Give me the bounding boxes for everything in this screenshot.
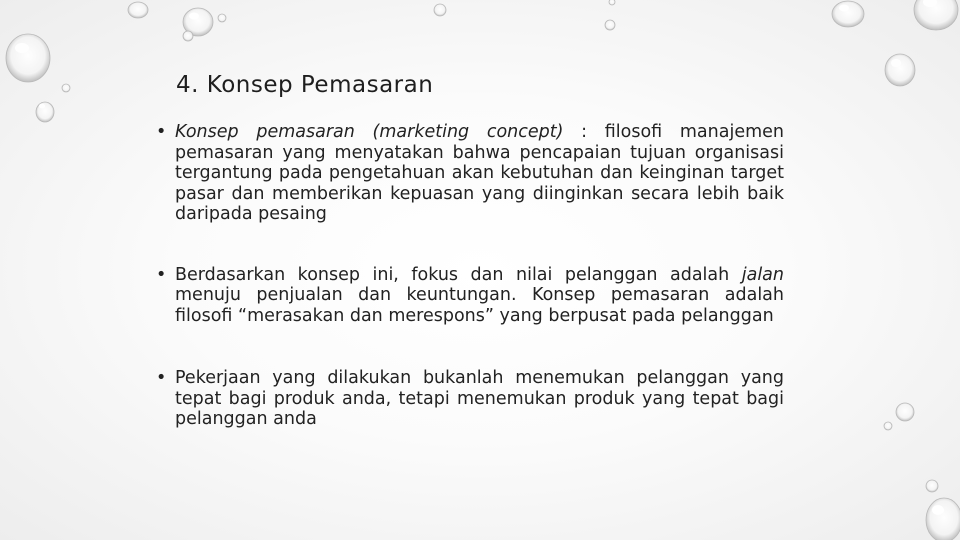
bullet-item <box>156 368 784 430</box>
bullet-list <box>156 122 784 430</box>
bullet-text: Pekerjaan yang dilakukan bukanlah menemukan pelanggan yang tepat bagi produk anda, tetapi menemukan produk yang tepat bagi pelanggan anda <box>175 368 784 429</box>
bullet-marker: • <box>156 264 167 285</box>
bullet-text: Berdasarkan konsep ini, fokus dan nilai pelanggan adalah <box>175 264 742 285</box>
bullet-emphasis: jalan <box>741 264 784 285</box>
slide-title: 4. Konsep Pemasaran <box>176 72 434 98</box>
bullet-item <box>156 122 784 225</box>
bullet-text: : filosofi manajemen pemasaran yang menyatakan bahwa pencapaian tujuan organisasi tergantung pada pengetahuan akan kebutuhan dan keinginan target pasar dan memberikan kepuasan yang diinginkan secara lebih baik daripada pesaing <box>175 122 784 224</box>
bullet-marker: • <box>156 368 167 388</box>
bullet-text-continued: menuju penjualan dan keuntungan. Konsep pemasaran adalah filosofi “merasakan dan merespons” yang berpusat pada pelanggan <box>175 285 784 326</box>
bullet-item <box>156 265 784 327</box>
bullet-term: Konsep pemasaran (marketing concept) <box>175 122 564 142</box>
bullet-marker: • <box>156 122 167 142</box>
